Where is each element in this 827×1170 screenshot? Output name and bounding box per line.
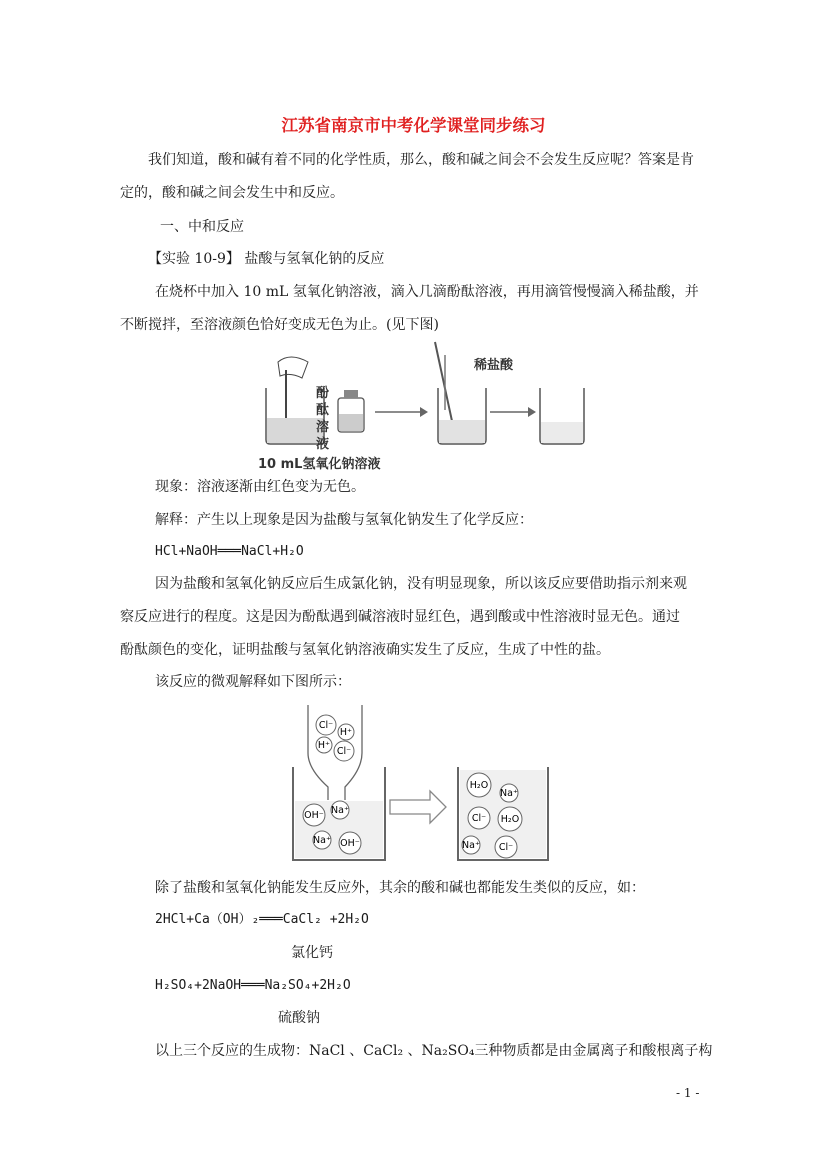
phenolphthalein-label: 酚 酞 溶 液	[316, 386, 330, 452]
experiment-label: 【实验 10-9】 盐酸与氢氧化钠的反应	[148, 251, 385, 267]
ion-cl: Cl⁻	[471, 813, 487, 824]
hand-icon	[278, 357, 308, 378]
ion-oh: OH⁻	[304, 810, 324, 821]
section-heading: 一、中和反应	[160, 219, 244, 235]
ion-na: Na⁺	[313, 835, 331, 846]
experiment-desc-1: 在烧杯中加入 10 mL 氢氧化钠溶液，滴入几滴酚酞溶液，再用滴管慢慢滴入稀盐酸，并	[155, 284, 699, 300]
molecule-h2o: H₂O	[469, 780, 489, 791]
equation-1: HCl+NaOH═══NaCl+H₂O	[155, 544, 304, 559]
base-caption: 10 mL氢氧化钠溶液	[258, 457, 381, 472]
arrow-right-icon	[390, 791, 446, 823]
equation-3-product-name: 硫酸钠	[278, 1010, 320, 1026]
equation-2: 2HCl+Ca（OH）₂═══CaCl₂ +2H₂O	[155, 912, 369, 927]
experiment-figure	[250, 340, 590, 470]
ion-na: Na⁺	[462, 840, 480, 851]
explanation-text: 解释：产生以上现象是因为盐酸与氢氧化钠发生了化学反应：	[155, 512, 533, 528]
experiment-desc-2: 不断搅拌，至溶液颜色恰好变成无色为止。(见下图)	[120, 317, 439, 333]
micro-intro: 该反应的微观解释如下图所示：	[155, 674, 351, 690]
ion-cl: Cl⁻	[318, 720, 334, 731]
molecule-h2o: H₂O	[500, 814, 520, 825]
ion-oh: OH⁻	[340, 838, 360, 849]
micro-figure	[290, 705, 575, 865]
ion-na: Na⁺	[500, 788, 518, 799]
last-line: 以上三个反应的生成物：NaCl 、CaCl₂ 、Na₂SO₄三种物质都是由金属离子和酸根离子构	[155, 1043, 713, 1059]
ion-cl: Cl⁻	[336, 746, 352, 757]
phenomenon-text: 现象：溶液逐渐由红色变为无色。	[155, 479, 365, 495]
ion-h: H⁺	[317, 740, 331, 751]
para2-line-2: 察反应进行的程度。这是因为酚酞遇到碱溶液时显红色，遇到酸或中性溶液时显无色。通过	[120, 609, 680, 625]
para2-line-3: 酚酞颜色的变化，证明盐酸与氢氧化钠溶液确实发生了反应，生成了中性的盐。	[120, 642, 610, 658]
intro-line-2: 定的，酸和碱之间会发生中和反应。	[120, 185, 344, 201]
page-title: 江苏省南京市中考化学课堂同步练习	[281, 116, 546, 135]
equation-3: H₂SO₄+2NaOH═══Na₂SO₄+2H₂O	[155, 978, 351, 993]
other-reactions: 除了盐酸和氢氧化钠能发生反应外，其余的酸和碱也都能发生类似的反应，如：	[155, 880, 645, 896]
intro-line-1: 我们知道，酸和碱有着不同的化学性质，那么，酸和碱之间会不会发生反应呢？答案是肯	[148, 152, 694, 168]
equation-2-product-name: 氯化钙	[291, 945, 333, 961]
ion-cl: Cl⁻	[498, 842, 514, 853]
para2-line-1: 因为盐酸和氢氧化钠反应后生成氯化钠，没有明显现象，所以该反应要借助指示剂来观	[155, 576, 687, 592]
acid-label: 稀盐酸	[474, 358, 514, 373]
ion-na: Na⁺	[331, 805, 349, 816]
page-number: - 1 -	[676, 1086, 700, 1100]
ion-h: H⁺	[339, 727, 353, 738]
